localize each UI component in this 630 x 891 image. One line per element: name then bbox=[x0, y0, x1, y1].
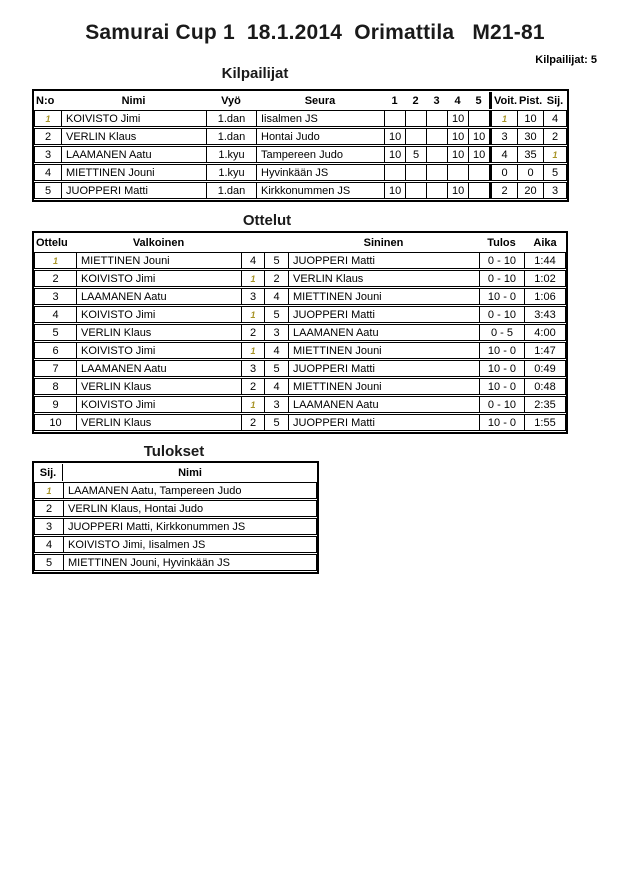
col-header-round3: 3 bbox=[433, 94, 440, 107]
score-round1 bbox=[384, 110, 405, 127]
col-header-blue: Sininen bbox=[363, 236, 404, 249]
match-row bbox=[34, 306, 566, 323]
competitor-name: KOIVISTO Jimi bbox=[61, 110, 206, 127]
score-round5 bbox=[468, 182, 489, 199]
match-blue-no: 4 bbox=[264, 288, 288, 305]
competitor-place: 1 bbox=[543, 146, 567, 163]
competitor-wins: 3 bbox=[489, 128, 517, 145]
col-header-blue-no-spacer bbox=[264, 234, 288, 251]
match-no: 6 bbox=[34, 342, 76, 359]
match-no: 9 bbox=[34, 396, 76, 413]
match-white-name: LAAMANEN Aatu bbox=[76, 360, 241, 377]
col-header-final-place: Sij. bbox=[34, 464, 63, 481]
match-no: 7 bbox=[34, 360, 76, 377]
match-row bbox=[34, 396, 566, 413]
competitor-no: 5 bbox=[34, 182, 61, 199]
match-blue-name: VERLIN Klaus bbox=[288, 270, 479, 287]
match-blue-no: 4 bbox=[264, 378, 288, 395]
result-name: VERLIN Klaus, Hontai Judo bbox=[63, 500, 317, 517]
matches-table bbox=[32, 231, 568, 434]
match-blue-no: 4 bbox=[264, 342, 288, 359]
match-white-no: 1 bbox=[241, 342, 264, 359]
competitor-name: JUOPPERI Matti bbox=[61, 182, 206, 199]
match-white-no: 2 bbox=[241, 378, 264, 395]
competitor-name: LAAMANEN Aatu bbox=[61, 146, 206, 163]
match-blue-name: JUOPPERI Matti bbox=[288, 414, 479, 431]
score-round3 bbox=[426, 182, 447, 199]
competitor-row bbox=[34, 146, 567, 163]
competitor-points: 20 bbox=[517, 182, 543, 199]
match-time: 2:35 bbox=[524, 396, 566, 413]
match-white-name: VERLIN Klaus bbox=[76, 414, 241, 431]
competitor-points: 35 bbox=[517, 146, 543, 163]
match-white-no: 1 bbox=[241, 270, 264, 287]
competitor-place: 4 bbox=[543, 110, 567, 127]
col-header-round5: 5 bbox=[475, 94, 482, 107]
result-place: 3 bbox=[34, 518, 63, 535]
match-result: 10 - 0 bbox=[479, 360, 524, 377]
match-no: 10 bbox=[34, 414, 76, 431]
col-header-place: Sij. bbox=[546, 94, 564, 107]
score-round5 bbox=[468, 164, 489, 181]
competitors-table bbox=[32, 89, 569, 202]
match-blue-name: LAAMANEN Aatu bbox=[288, 396, 479, 413]
match-time: 3:43 bbox=[524, 306, 566, 323]
match-row bbox=[34, 252, 566, 269]
match-blue-no: 3 bbox=[264, 324, 288, 341]
result-row bbox=[34, 554, 317, 571]
score-round3 bbox=[426, 110, 447, 127]
match-blue-name: MIETTINEN Jouni bbox=[288, 288, 479, 305]
competitor-row bbox=[34, 182, 567, 199]
score-round4: 10 bbox=[447, 128, 468, 145]
match-row bbox=[34, 342, 566, 359]
competitor-no: 3 bbox=[34, 146, 61, 163]
competitor-club: Tampereen Judo bbox=[256, 146, 384, 163]
match-no: 8 bbox=[34, 378, 76, 395]
col-header-result: Tulos bbox=[487, 236, 516, 249]
match-row bbox=[34, 288, 566, 305]
col-header-match-no: Ottelu bbox=[36, 236, 68, 249]
competitor-belt: 1.dan bbox=[206, 110, 256, 127]
match-white-name: KOIVISTO Jimi bbox=[76, 396, 241, 413]
score-round2 bbox=[405, 128, 426, 145]
match-no: 2 bbox=[34, 270, 76, 287]
score-round1: 10 bbox=[384, 182, 405, 199]
match-blue-name: LAAMANEN Aatu bbox=[288, 324, 479, 341]
match-blue-name: MIETTINEN Jouni bbox=[288, 378, 479, 395]
results-table bbox=[32, 461, 319, 574]
result-place: 5 bbox=[34, 554, 63, 571]
col-header-points: Pist. bbox=[519, 94, 543, 107]
col-header-no: N:o bbox=[36, 94, 55, 107]
result-place: 1 bbox=[34, 482, 63, 499]
matches-heading: Ottelut bbox=[242, 212, 292, 229]
competitor-wins: 2 bbox=[489, 182, 517, 199]
score-round2 bbox=[405, 182, 426, 199]
col-header-belt: Vyö bbox=[221, 94, 241, 107]
score-round3 bbox=[426, 128, 447, 145]
competitor-club: Kirkkonummen JS bbox=[256, 182, 384, 199]
match-blue-name: JUOPPERI Matti bbox=[288, 360, 479, 377]
result-name: MIETTINEN Jouni, Hyvinkään JS bbox=[63, 554, 317, 571]
score-round4: 10 bbox=[447, 146, 468, 163]
match-row bbox=[34, 270, 566, 287]
match-white-name: LAAMANEN Aatu bbox=[76, 288, 241, 305]
score-round2 bbox=[405, 164, 426, 181]
competitor-place: 5 bbox=[543, 164, 567, 181]
col-header-round1: 1 bbox=[391, 94, 398, 107]
match-time: 0:48 bbox=[524, 378, 566, 395]
score-round5: 10 bbox=[468, 128, 489, 145]
competitor-name: VERLIN Klaus bbox=[61, 128, 206, 145]
match-time: 0:49 bbox=[524, 360, 566, 377]
match-result: 10 - 0 bbox=[479, 378, 524, 395]
col-header-white-no-spacer bbox=[241, 234, 264, 251]
match-blue-no: 5 bbox=[264, 360, 288, 377]
match-blue-name: JUOPPERI Matti bbox=[288, 252, 479, 269]
match-white-name: MIETTINEN Jouni bbox=[76, 252, 241, 269]
competitor-club: Hyvinkään JS bbox=[256, 164, 384, 181]
match-white-no: 3 bbox=[241, 288, 264, 305]
competitor-points: 0 bbox=[517, 164, 543, 181]
results-header-row bbox=[34, 464, 317, 481]
competitor-no: 4 bbox=[34, 164, 61, 181]
match-time: 1:02 bbox=[524, 270, 566, 287]
competitor-place: 3 bbox=[543, 182, 567, 199]
score-round1 bbox=[384, 164, 405, 181]
match-time: 1:47 bbox=[524, 342, 566, 359]
match-blue-name: MIETTINEN Jouni bbox=[288, 342, 479, 359]
competitor-belt: 1.dan bbox=[206, 182, 256, 199]
match-white-name: KOIVISTO Jimi bbox=[76, 342, 241, 359]
match-white-no: 2 bbox=[241, 324, 264, 341]
competitor-club: Iisalmen JS bbox=[256, 110, 384, 127]
match-no: 3 bbox=[34, 288, 76, 305]
col-header-wins: Voit. bbox=[489, 92, 517, 109]
match-white-no: 3 bbox=[241, 360, 264, 377]
competitor-belt: 1.kyu bbox=[206, 146, 256, 163]
competitors-count: Kilpailijat: 5 bbox=[535, 54, 597, 66]
match-result: 0 - 10 bbox=[479, 396, 524, 413]
match-white-name: KOIVISTO Jimi bbox=[76, 270, 241, 287]
score-round4: 10 bbox=[447, 110, 468, 127]
matches-header-row bbox=[34, 234, 566, 251]
col-header-club: Seura bbox=[304, 94, 336, 107]
col-header-name: Nimi bbox=[121, 94, 146, 107]
match-white-no: 2 bbox=[241, 414, 264, 431]
competitors-heading: Kilpailijat bbox=[221, 65, 289, 82]
competitor-club: Hontai Judo bbox=[256, 128, 384, 145]
score-round4 bbox=[447, 164, 468, 181]
competitors-table-grid bbox=[34, 91, 567, 200]
match-blue-no: 2 bbox=[264, 270, 288, 287]
match-time: 1:55 bbox=[524, 414, 566, 431]
col-header-final-name: Nimi bbox=[178, 466, 202, 479]
competitor-belt: 1.dan bbox=[206, 128, 256, 145]
results-heading: Tulokset bbox=[143, 443, 205, 460]
col-header-time: Aika bbox=[533, 236, 557, 249]
match-white-name: VERLIN Klaus bbox=[76, 324, 241, 341]
score-round2 bbox=[405, 110, 426, 127]
match-blue-no: 5 bbox=[264, 414, 288, 431]
match-white-no: 1 bbox=[241, 306, 264, 323]
match-row bbox=[34, 324, 566, 341]
match-row bbox=[34, 378, 566, 395]
score-round1: 10 bbox=[384, 128, 405, 145]
result-name: LAAMANEN Aatu, Tampereen Judo bbox=[63, 482, 317, 499]
match-white-no: 4 bbox=[241, 252, 264, 269]
match-result: 0 - 10 bbox=[479, 270, 524, 287]
result-place: 4 bbox=[34, 536, 63, 553]
match-result: 10 - 0 bbox=[479, 342, 524, 359]
match-blue-name: JUOPPERI Matti bbox=[288, 306, 479, 323]
competitor-no: 2 bbox=[34, 128, 61, 145]
match-blue-no: 5 bbox=[264, 252, 288, 269]
match-blue-no: 5 bbox=[264, 306, 288, 323]
result-row bbox=[34, 536, 317, 553]
match-time: 1:44 bbox=[524, 252, 566, 269]
competitor-wins: 1 bbox=[489, 110, 517, 127]
col-header-round4: 4 bbox=[454, 94, 461, 107]
matches-table-grid bbox=[34, 233, 566, 432]
match-result: 0 - 10 bbox=[479, 252, 524, 269]
result-name: KOIVISTO Jimi, Iisalmen JS bbox=[63, 536, 317, 553]
match-result: 0 - 10 bbox=[479, 306, 524, 323]
score-round5: 10 bbox=[468, 146, 489, 163]
match-white-name: KOIVISTO Jimi bbox=[76, 306, 241, 323]
match-white-no: 1 bbox=[241, 396, 264, 413]
match-no: 5 bbox=[34, 324, 76, 341]
competitor-wins: 4 bbox=[489, 146, 517, 163]
result-name: JUOPPERI Matti, Kirkkonummen JS bbox=[63, 518, 317, 535]
result-place: 2 bbox=[34, 500, 63, 517]
score-round2: 5 bbox=[405, 146, 426, 163]
competitor-row bbox=[34, 128, 567, 145]
competitor-place: 2 bbox=[543, 128, 567, 145]
result-row bbox=[34, 518, 317, 535]
results-table-grid bbox=[34, 463, 317, 572]
competitor-wins: 0 bbox=[489, 164, 517, 181]
competitor-row bbox=[34, 164, 567, 181]
page-title: Samurai Cup 1 18.1.2014 Orimattila M21-81 bbox=[85, 21, 545, 44]
col-header-white: Valkoinen bbox=[132, 236, 185, 249]
competitors-header-row bbox=[34, 92, 567, 109]
score-round4: 10 bbox=[447, 182, 468, 199]
score-round3 bbox=[426, 164, 447, 181]
score-round3 bbox=[426, 146, 447, 163]
match-time: 4:00 bbox=[524, 324, 566, 341]
match-result: 10 - 0 bbox=[479, 288, 524, 305]
match-time: 1:06 bbox=[524, 288, 566, 305]
match-result: 10 - 0 bbox=[479, 414, 524, 431]
competitor-name: MIETTINEN Jouni bbox=[61, 164, 206, 181]
competitor-belt: 1.kyu bbox=[206, 164, 256, 181]
competitor-points: 10 bbox=[517, 110, 543, 127]
competitor-no: 1 bbox=[34, 110, 61, 127]
match-white-name: VERLIN Klaus bbox=[76, 378, 241, 395]
competitor-points: 30 bbox=[517, 128, 543, 145]
match-result: 0 - 5 bbox=[479, 324, 524, 341]
score-round1: 10 bbox=[384, 146, 405, 163]
result-row bbox=[34, 500, 317, 517]
competitor-row bbox=[34, 110, 567, 127]
result-row bbox=[34, 482, 317, 499]
match-row bbox=[34, 360, 566, 377]
match-no: 4 bbox=[34, 306, 76, 323]
match-blue-no: 3 bbox=[264, 396, 288, 413]
match-row bbox=[34, 414, 566, 431]
col-header-round2: 2 bbox=[412, 94, 419, 107]
score-round5 bbox=[468, 110, 489, 127]
match-no: 1 bbox=[34, 252, 76, 269]
